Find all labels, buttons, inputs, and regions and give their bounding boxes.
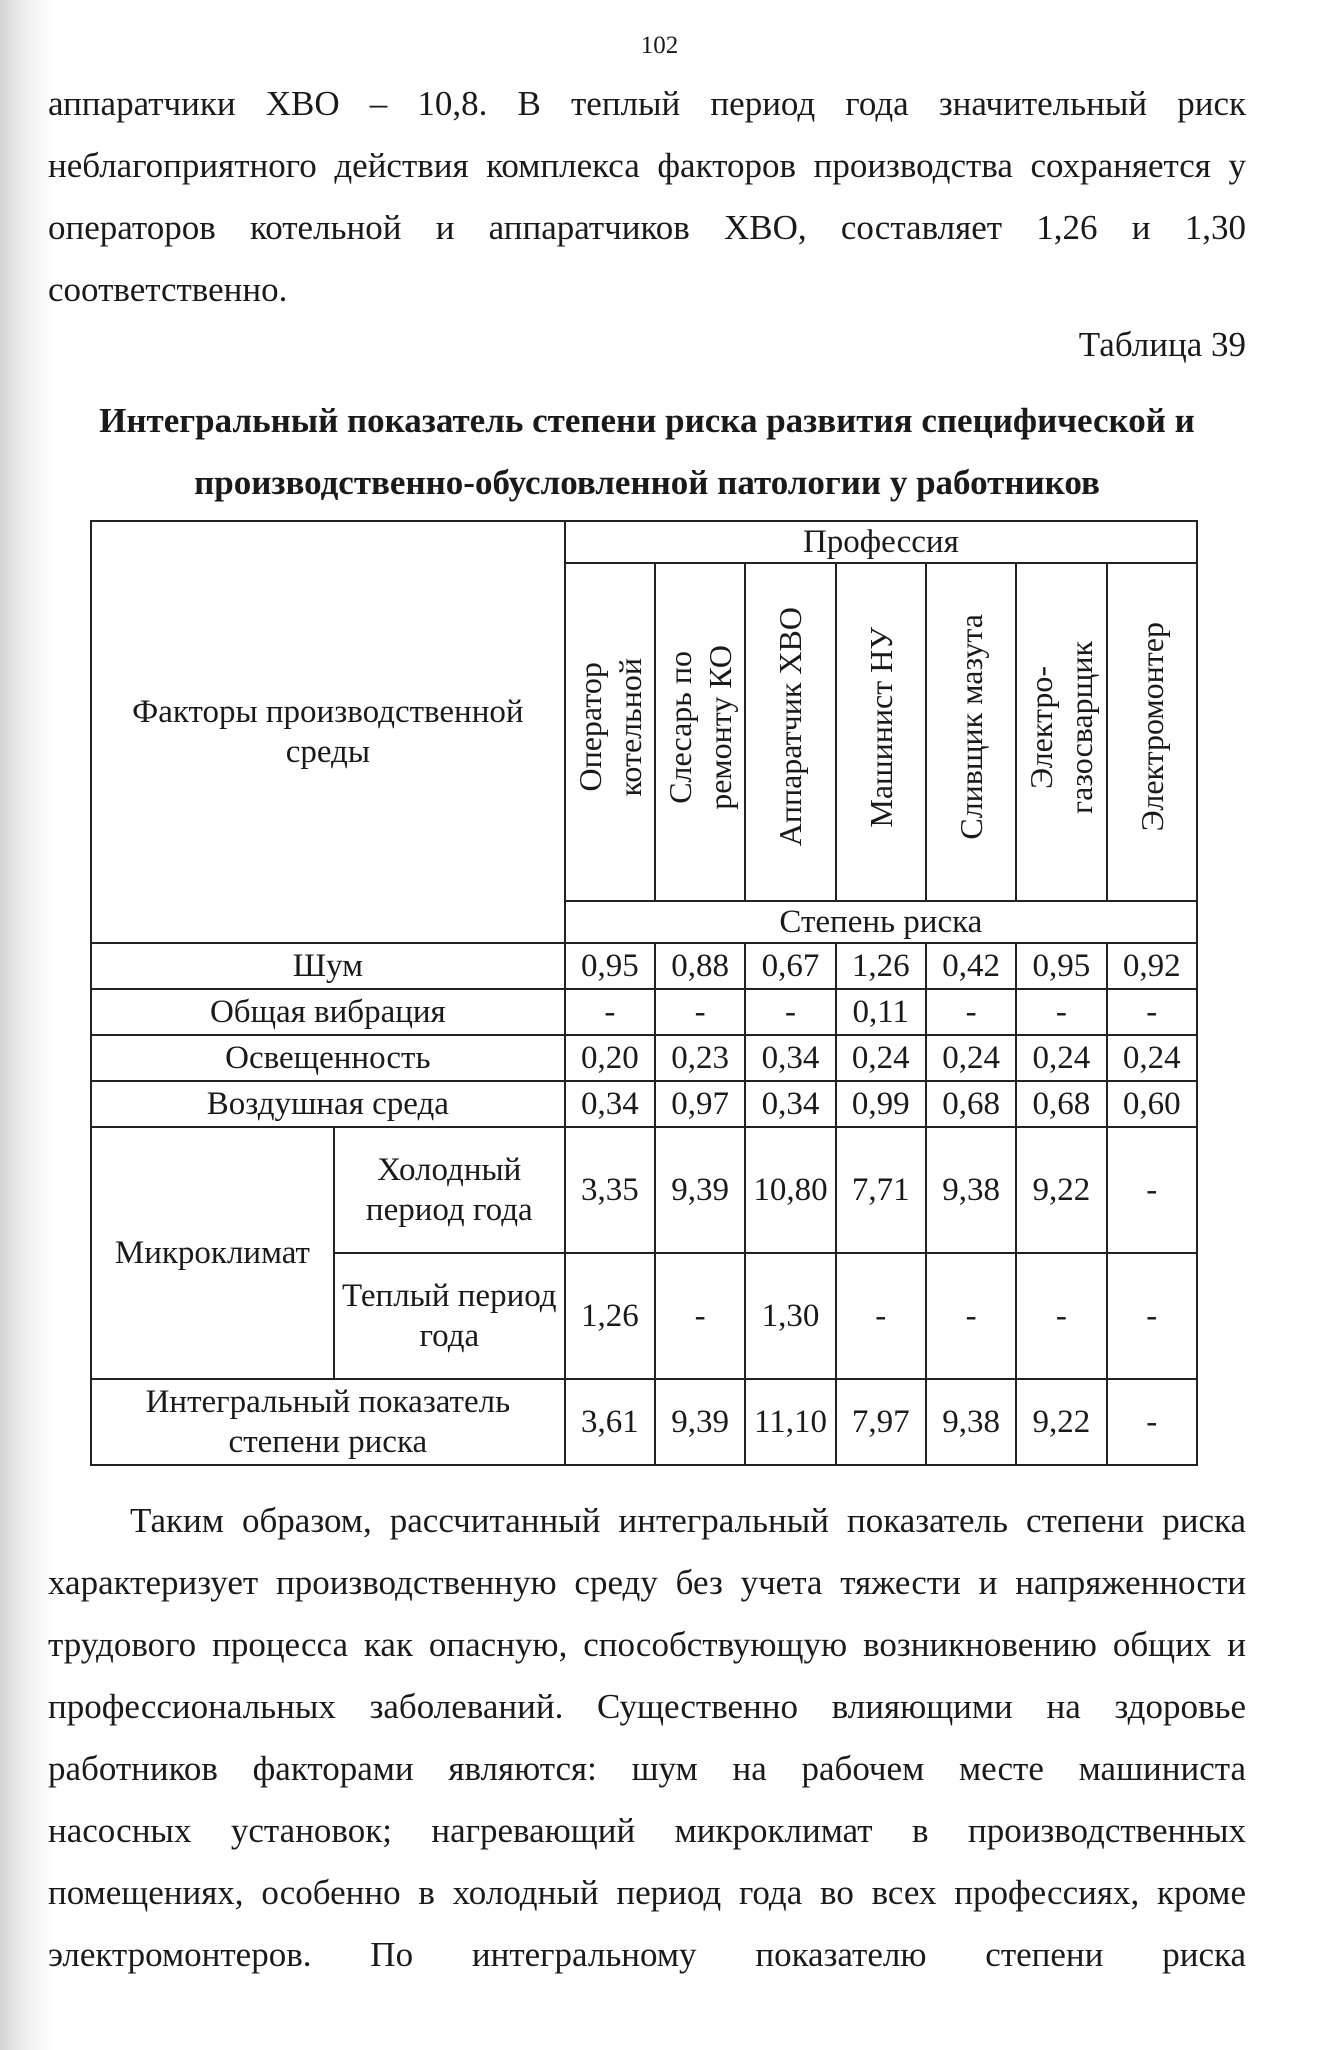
value-cell: - [926,989,1016,1035]
text-line: соответственно. [48,270,288,309]
profession-column-header: Аппаратчик ХВО [745,563,835,901]
value-cell: - [655,989,745,1035]
text-line: аппаратчики ХВО – 10,8. В теплый период года значительный риск [48,84,1246,123]
value-cell: 1,26 [565,1253,655,1379]
table-row [91,1379,1197,1465]
value-cell: - [1107,1127,1197,1253]
value-cell: - [655,1253,745,1379]
value-cell: - [836,1253,926,1379]
value-cell: - [1107,1379,1197,1465]
factors-header: Факторы производственной среды [91,521,565,943]
text-line: электромонтеров. По интегральному показателю степени риска [48,1935,1246,1974]
value-cell: - [1107,1253,1197,1379]
risk-degree-header: Степень риска [565,901,1197,943]
text-line: трудового процесса как опасную, способствующую возникновению общих и [48,1625,1246,1664]
table-number: Таблица 39 [1078,325,1246,364]
value-cell: 1,30 [745,1253,835,1379]
value-cell: 9,38 [926,1127,1016,1253]
value-cell: 0,24 [836,1035,926,1081]
factor-cell: Общая вибрация [91,989,565,1035]
value-cell: 11,10 [745,1379,835,1465]
profession-column-header: Слесарь по ремонту КО [655,563,745,901]
factor-cell: Воздушная среда [91,1081,565,1127]
value-cell: 0,20 [565,1035,655,1081]
value-cell: 9,39 [655,1379,745,1465]
value-cell: - [745,989,835,1035]
value-cell: 7,97 [836,1379,926,1465]
value-cell: 0,92 [1107,943,1197,989]
value-cell: 0,34 [565,1081,655,1127]
period-cell: Холодный период года [334,1127,565,1253]
value-cell: 9,39 [655,1127,745,1253]
value-cell: 0,60 [1107,1081,1197,1127]
text-line: неблагоприятного действия комплекса факторов производства сохраняется у [48,146,1246,185]
value-cell: 0,95 [1016,943,1106,989]
profession-column-header: Оператор котельной [565,563,655,901]
value-cell: 0,68 [926,1081,1016,1127]
factor-cell: Освещенность [91,1035,565,1081]
profession-header: Профессия [565,521,1197,563]
period-cell: Теплый период года [334,1253,565,1379]
text-line: профессиональных заболеваний. Существенно влияющими на здоровье [48,1687,1246,1726]
value-cell: 0,88 [655,943,745,989]
profession-column-header: Электромонтер [1107,563,1197,901]
intro-paragraph [48,73,1246,321]
profession-column-header: Сливщик мазута [926,563,1016,901]
value-cell: - [1107,989,1197,1035]
integral-label-cell: Интегральный показатель степени риска [91,1379,565,1465]
table-row [91,943,1197,989]
value-cell: 0,24 [926,1035,1016,1081]
value-cell: 0,34 [745,1081,835,1127]
table-title-line: Интегральный показатель степени риска развития специфической и [99,401,1195,440]
value-cell: - [926,1253,1016,1379]
value-cell: 9,22 [1016,1127,1106,1253]
table-row [91,1081,1197,1127]
scan-shadow [0,0,52,2050]
text-line: работников факторами являются: шум на рабочем месте машиниста [48,1749,1246,1788]
value-cell: 0,42 [926,943,1016,989]
text-line: операторов котельной и аппаратчиков ХВО, составляет 1,26 и 1,30 [48,208,1246,247]
text-line: помещениях, особенно в холодный период года во всех профессиях, кроме [48,1873,1246,1912]
value-cell: 0,95 [565,943,655,989]
table-row [91,1127,1197,1253]
value-cell: 0,24 [1107,1035,1197,1081]
risk-table [90,520,1198,1466]
value-cell: 0,11 [836,989,926,1035]
text-line: Таким образом, рассчитанный интегральный показатель степени риска [130,1501,1246,1540]
conclusion-paragraph [48,1490,1246,1986]
value-cell: 0,34 [745,1035,835,1081]
value-cell: 0,97 [655,1081,745,1127]
factor-cell: Шум [91,943,565,989]
value-cell: 0,99 [836,1081,926,1127]
table-row [91,989,1197,1035]
page-number: 102 [640,32,679,59]
text-line: насосных установок; нагревающий микроклимат в производственных [48,1811,1246,1850]
profession-column-header: Электро- газосварщик [1016,563,1106,901]
value-cell: - [1016,989,1106,1035]
value-cell: 3,35 [565,1127,655,1253]
value-cell: 0,23 [655,1035,745,1081]
table-row [91,1035,1197,1081]
value-cell: 0,67 [745,943,835,989]
value-cell: 7,71 [836,1127,926,1253]
value-cell: 10,80 [745,1127,835,1253]
value-cell: 9,22 [1016,1379,1106,1465]
value-cell: - [1016,1253,1106,1379]
table-title-line: производственно-обусловленной патологии у работников [194,463,1100,502]
value-cell: 0,68 [1016,1081,1106,1127]
profession-column-header: Машинист НУ [836,563,926,901]
value-cell: 9,38 [926,1379,1016,1465]
text-line: характеризует производственную среду без учета тяжести и напряженности [48,1563,1246,1602]
value-cell: - [565,989,655,1035]
value-cell: 3,61 [565,1379,655,1465]
value-cell: 0,24 [1016,1035,1106,1081]
microclimate-cell: Микроклимат [91,1127,334,1379]
value-cell: 1,26 [836,943,926,989]
